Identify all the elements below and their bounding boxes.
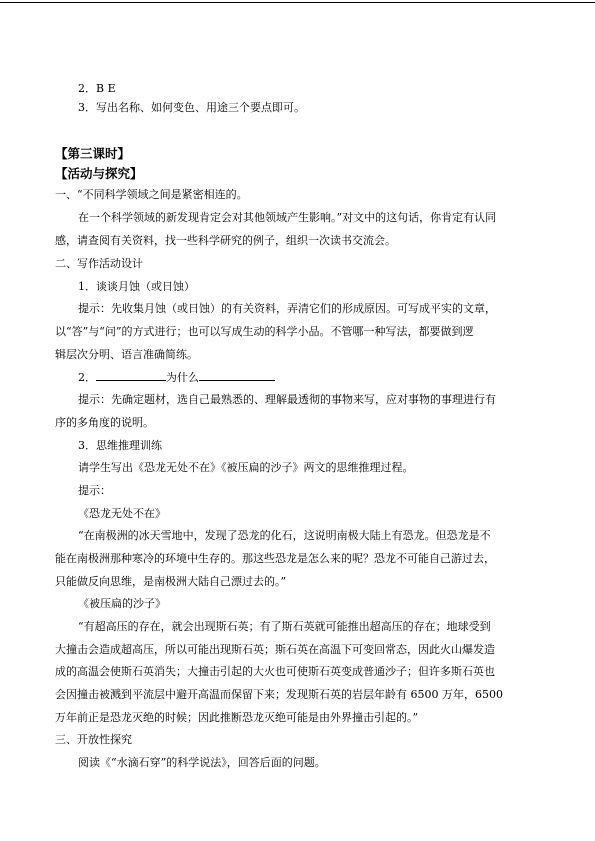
- item3-task: 请学生写出《恐龙无处不在》《被压扁的沙子》两文的思维推理过程。: [78, 461, 414, 474]
- item3-hint: 提示：: [78, 484, 111, 497]
- item2-title-line: [78, 370, 275, 385]
- section1-para-line1: 在一个科学领域的新发现肯定会对其他领域产生影响。”对文中的这句话，你肯定有认同: [78, 211, 497, 224]
- section1-title: 一、“不同科学领域之间是紧密相连的。: [55, 188, 248, 201]
- section1-para-line2: 感，请查阅有关资料，找一些科学研究的例子，组织一次读书交流会。: [55, 234, 396, 247]
- item3-title: 3．思维推理训练: [78, 439, 162, 452]
- heading-activity: 【活动与探究】: [55, 166, 143, 181]
- item1-title: 1．谈谈月蚀（或日蚀）: [78, 280, 195, 293]
- item1-hint-line3: 辑层次分明、语言准确简练。: [55, 348, 198, 361]
- item2-blank-1[interactable]: [96, 370, 166, 381]
- item2-blank-2[interactable]: [199, 370, 275, 381]
- section3-task: 阅读《“水滴石穿”的科学说法》，回答后面的问题。: [78, 756, 326, 769]
- article2-line2: 大撞击会造成超高压，所以可能出现斯石英；斯石英在高温下可变回常态，因此火山爆发造: [55, 643, 495, 656]
- article1-line1: “在南极洲的冰天雪地中，发现了恐龙的化石，这说明南极大陆上有恐龙。但恐龙是不: [78, 529, 491, 542]
- item2-hint-line2: 序的多角度的说明。: [55, 416, 154, 429]
- section2-title: 二、写作活动设计: [55, 257, 143, 270]
- article1-line3: 只能做反向思维，是南极洲大陆自己漂过去的。”: [55, 575, 287, 588]
- item1-hint-line2: 以“答”与“问”的方式进行；也可以写成生动的科学小品。不管哪一种写法，都要做到逻: [55, 325, 474, 338]
- article2-title: 《被压扁的沙子》: [78, 597, 166, 610]
- article1-title: 《恐龙无处不在》: [78, 507, 166, 520]
- article2-line4: 会因撞击被溅到平流层中避开高温而保留下来；发现斯石英的岩层年龄有 6500 万年，6500: [55, 688, 503, 701]
- answer-3: 3．写出名称、如何变色、用途三个要点即可。: [78, 101, 305, 114]
- article2-line5: 万年前正是恐龙灭绝的时候；因此推断恐龙灭绝可能是由外界撞击引起的。”: [55, 711, 419, 724]
- heading-lesson: 【第三课时】: [55, 146, 131, 161]
- item2-hint-line1: 提示：先确定题材，选自己最熟悉的、理解最透彻的事物来写，应对事物的事理进行有: [78, 393, 496, 406]
- section3-title: 三、开放性探究: [55, 733, 132, 746]
- article2-line3: 成的高温会使斯石英消失；大撞击引起的大火也可使斯石英变成普通沙子；但许多斯石英也: [55, 665, 495, 678]
- item2-middle: 为什么: [166, 371, 199, 384]
- article2-line1: “有超高压的存在，就会出现斯石英；有了斯石英就可能推出超高压的存在；地球受到: [78, 620, 491, 633]
- answer-2: 2．B E: [78, 82, 116, 95]
- article1-line2: 能在南极洲那种寒冷的环境中生存的。那这些恐龙是怎么来的呢？恐龙不可能自己游过去，: [55, 552, 495, 565]
- item1-hint-line1: 提示：先收集月蚀（或日蚀）的有关资料，弄清它们的形成原因。可写成平实的文章，: [78, 302, 496, 315]
- item2-prefix: 2．: [78, 371, 96, 384]
